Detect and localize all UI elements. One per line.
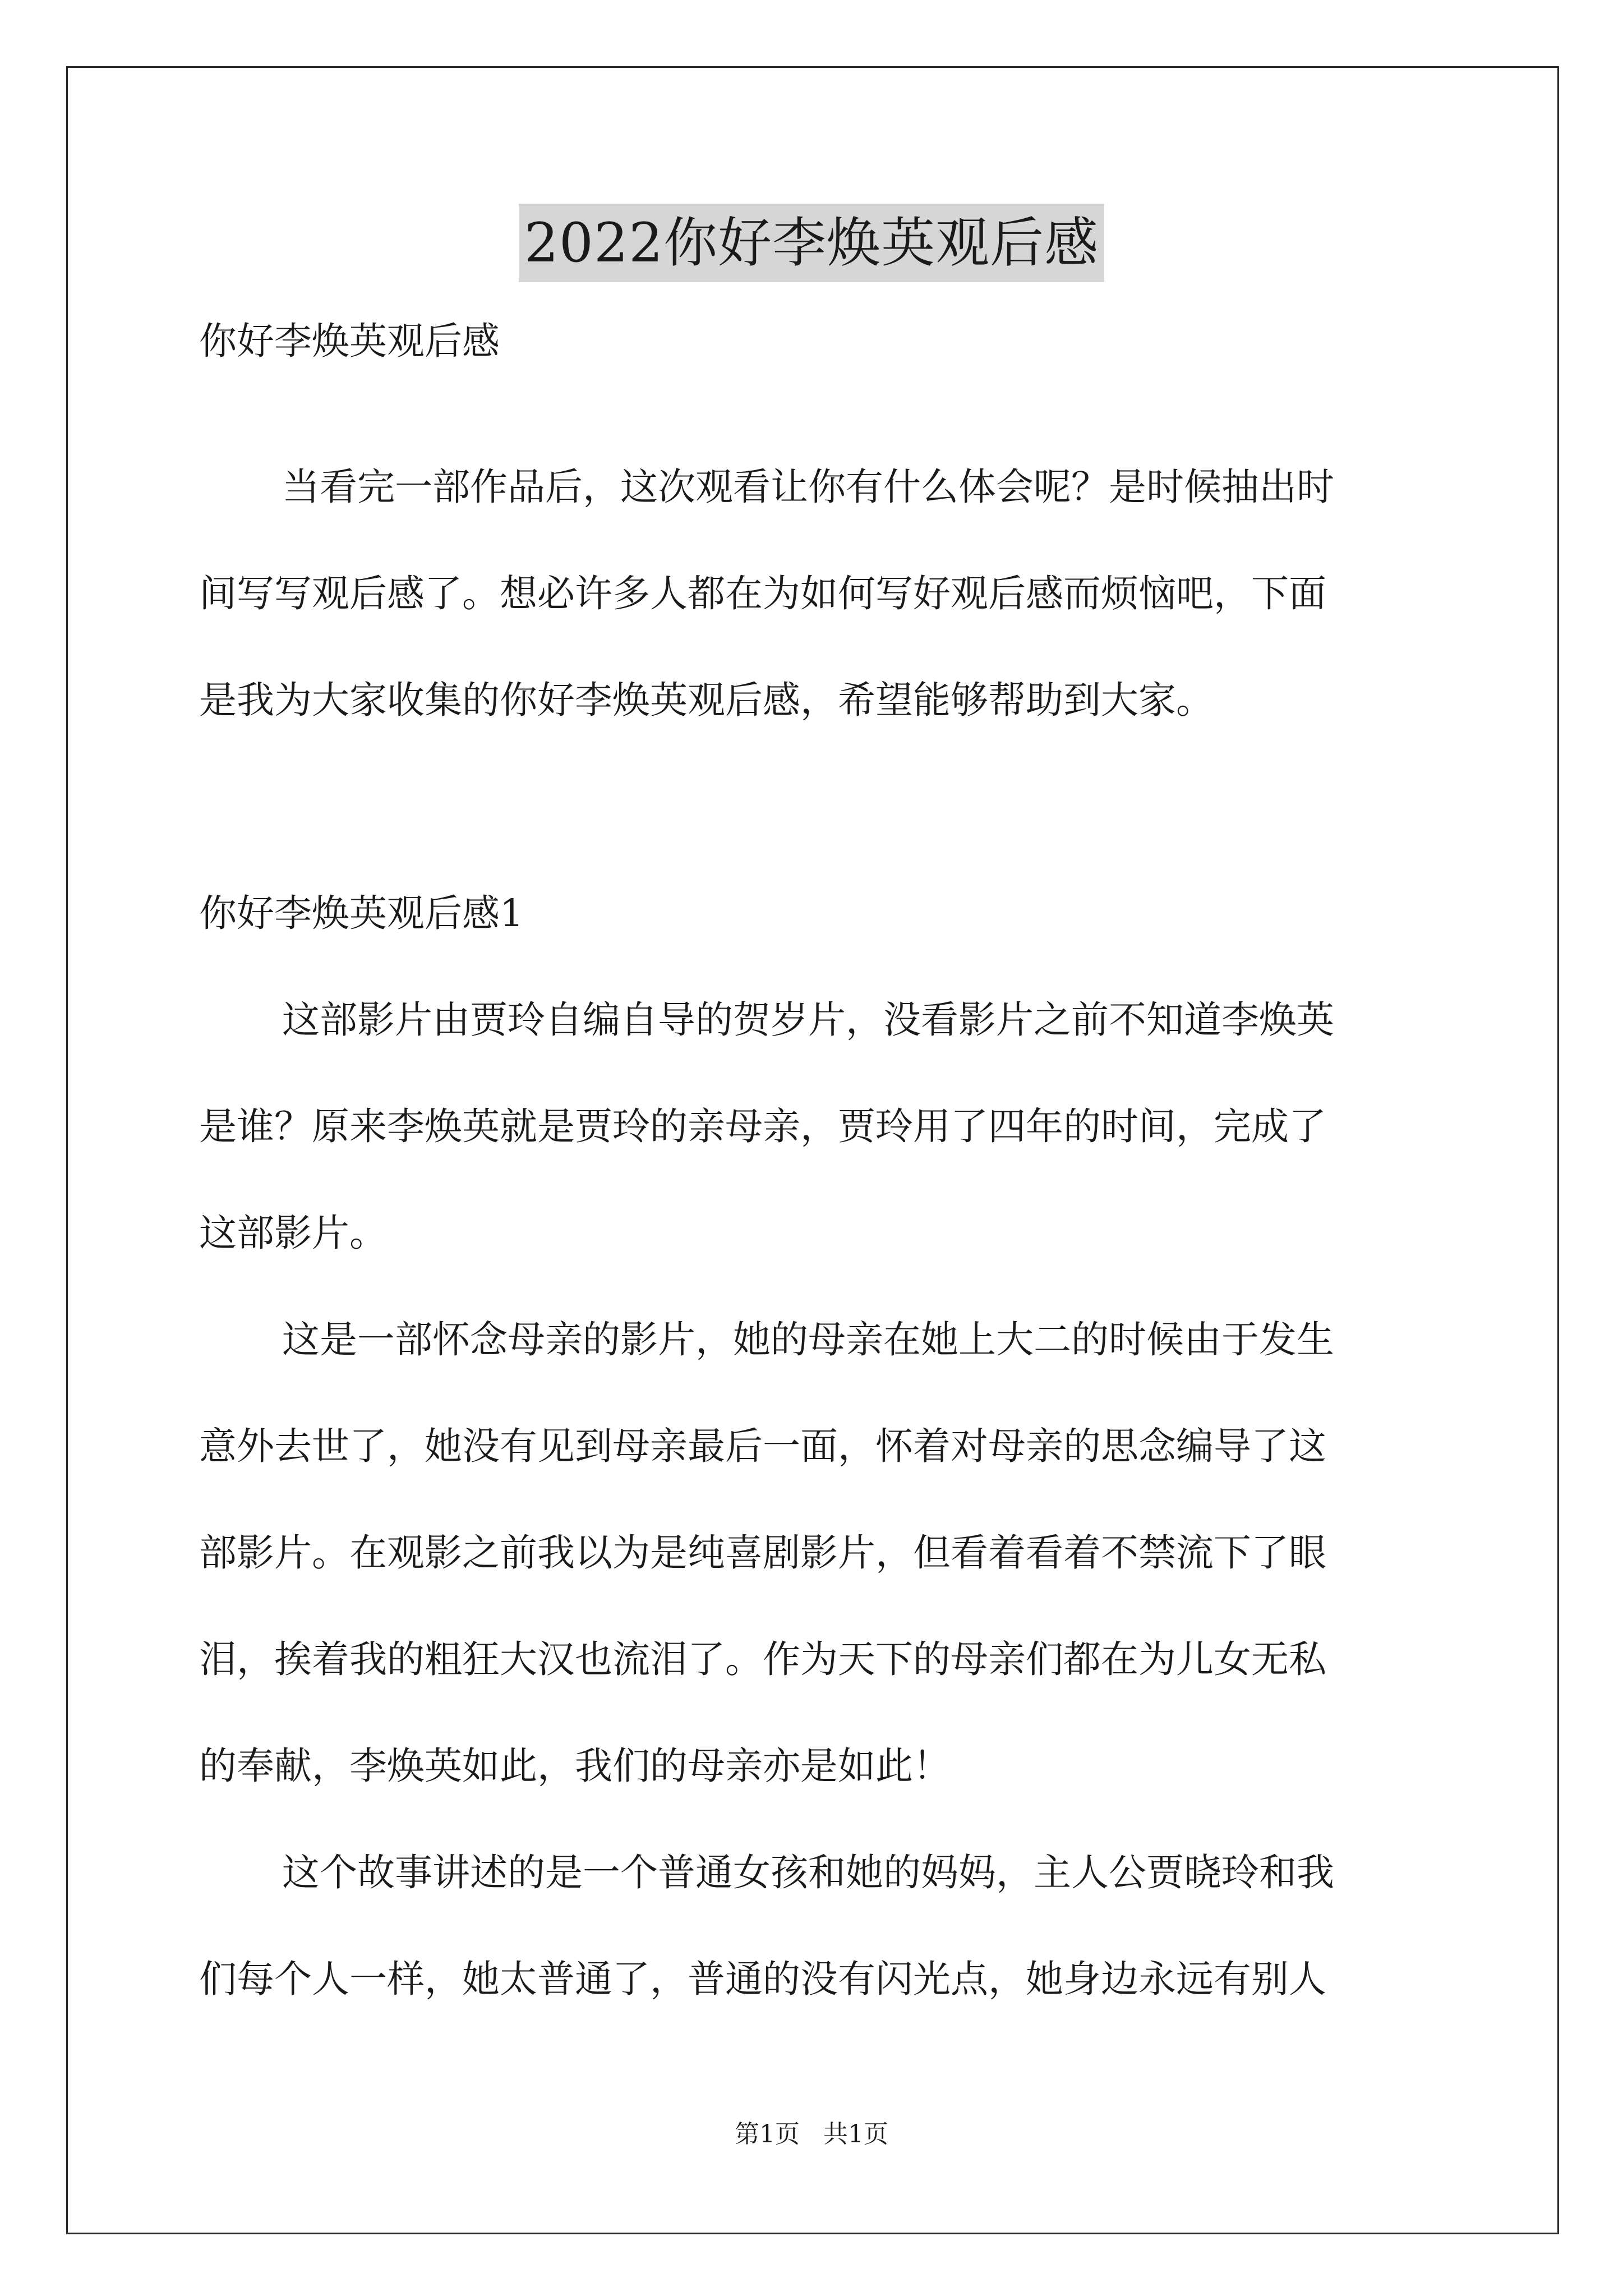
subtitle: 你好李焕英观后感 <box>199 319 500 363</box>
para2-line-3: 部影片。在观影之前我以为是纯喜剧影片，但看着看着不禁流下了眼 <box>199 1531 1326 1575</box>
para2-line-1: 这是一部怀念母亲的影片，她的母亲在她上大二的时候由于发生 <box>282 1318 1334 1361</box>
title-container <box>0 201 1623 285</box>
document-title: 2022你好李焕英观后感 <box>519 204 1104 282</box>
para2-line-5: 的奉献，李焕英如此，我们的母亲亦是如此！ <box>199 1744 951 1788</box>
para3-line-1: 这个故事讲述的是一个普通女孩和她的妈妈，主人公贾晓玲和我 <box>282 1851 1334 1894</box>
intro-line-1: 当看完一部作品后，这次观看让你有什么体会呢？是时候抽出时 <box>282 465 1334 509</box>
intro-line-2: 间写写观后感了。想必许多人都在为如何写好观后感而烦恼吧，下面 <box>199 572 1326 615</box>
para3-line-2: 们每个人一样，她太普通了，普通的没有闪光点，她身边永远有别人 <box>199 1957 1326 2001</box>
para1-line-1: 这部影片由贾玲自编自导的贺岁片，没看影片之前不知道李焕英 <box>282 998 1334 1042</box>
para2-line-2: 意外去世了，她没有见到母亲最后一面，怀着对母亲的思念编导了这 <box>199 1424 1326 1468</box>
page-footer: 第1页 共1页 <box>735 2120 888 2148</box>
para1-line-2: 是谁？原来李焕英就是贾玲的亲母亲，贾玲用了四年的时间，完成了 <box>199 1105 1326 1148</box>
para1-line-3: 这部影片。 <box>199 1211 387 1255</box>
intro-line-3: 是我为大家收集的你好李焕英观后感，希望能够帮助到大家。 <box>199 678 1214 722</box>
section-heading: 你好李焕英观后感1 <box>199 891 524 935</box>
para2-line-4: 泪，挨着我的粗狂大汉也流泪了。作为天下的母亲们都在为儿女无私 <box>199 1637 1326 1681</box>
